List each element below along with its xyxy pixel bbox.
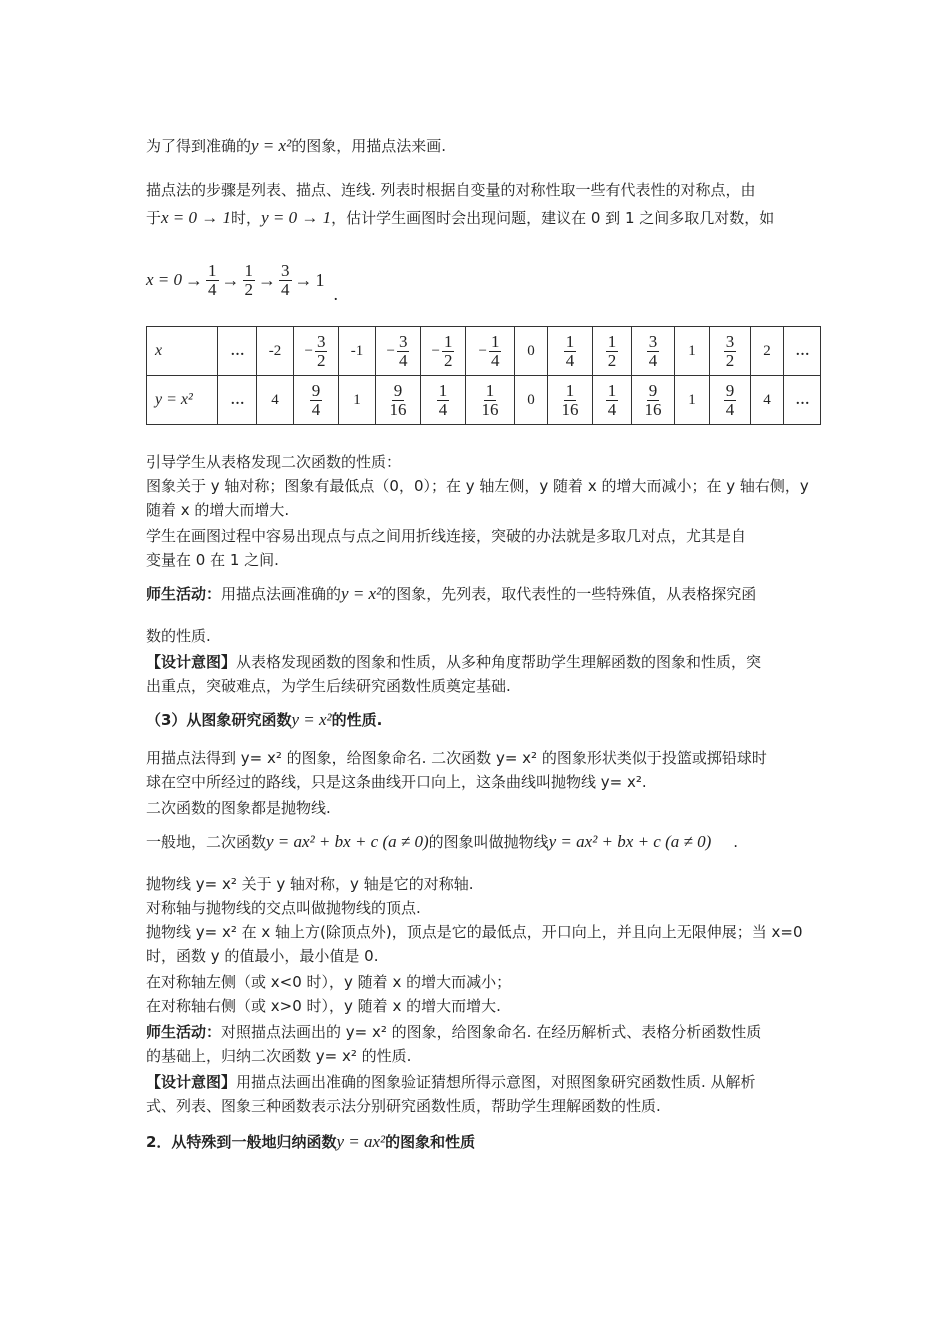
fraction xyxy=(564,333,577,370)
activity-2-line1 xyxy=(146,1022,761,1042)
table-cell xyxy=(784,327,821,376)
cell-fraction xyxy=(560,382,581,419)
formula: y = ax² + bx + c (a ≠ 0) xyxy=(266,832,429,851)
cell-value: … xyxy=(230,392,244,408)
paragraph-properties-line2: 随着 x 的增大而增大. xyxy=(146,501,290,519)
text: 对照描点法画出的 y= x² 的图象，给图象命名. 在经历解析式、表格分析函数性质 xyxy=(221,1023,762,1041)
table-cell xyxy=(466,327,515,376)
cell-fraction xyxy=(564,333,577,370)
numerator: 1 xyxy=(208,260,217,280)
numerator: 1 xyxy=(565,331,575,351)
paragraph-minimum-line1: 抛物线 y= x² 在 x 轴上方(除顶点外)，顶点是它的最低点，开口向上，并且向上无限伸展；当 x=0 xyxy=(146,923,803,941)
cell-value: … xyxy=(230,343,244,359)
paragraph-right-side: 在对称轴右侧（或 x>0 时），y 随着 x 的增大而增大. xyxy=(146,997,501,1015)
paragraph-method-line1: 描点法的步骤是列表、描点、连线. 列表时根据自变量的对称性取一些有代表性的对称点，由 xyxy=(146,181,756,199)
denominator: 16 xyxy=(561,399,579,419)
seq-fraction xyxy=(243,262,256,299)
paragraph-guide: 引导学生从表格发现二次函数的性质： xyxy=(146,453,402,471)
formula: y = ax² + bx + c (a ≠ 0) xyxy=(548,832,712,851)
cell-value: 4 xyxy=(271,391,279,408)
denominator: 4 xyxy=(281,279,290,299)
table-row-y xyxy=(147,376,821,425)
denominator: 2 xyxy=(443,350,453,370)
table-cell xyxy=(515,376,548,425)
row-label xyxy=(147,376,218,425)
text: 用描点法画准确的 xyxy=(221,585,342,603)
numerator: 3 xyxy=(398,331,408,351)
denominator: 4 xyxy=(648,350,658,370)
activity-label: 师生活动： xyxy=(146,585,222,603)
arrow-icon: → xyxy=(185,269,204,290)
cell-fraction xyxy=(479,333,502,370)
fraction xyxy=(442,333,455,370)
fraction xyxy=(647,333,660,370)
cell-fraction xyxy=(437,382,450,419)
paragraph-left-side: 在对称轴左侧（或 x<0 时），y 随着 x 的增大而减小； xyxy=(146,973,512,991)
seq-start: x = 0 xyxy=(146,270,183,289)
cell-value: 0 xyxy=(527,391,535,408)
fraction xyxy=(315,333,328,370)
denominator: 4 xyxy=(607,399,617,419)
paragraph-tip-line2: 变量在 0 在 1 之间. xyxy=(146,551,279,569)
text: 从表格发现函数的图象和性质，从多种角度帮助学生理解函数的图象和性质，突 xyxy=(236,653,762,671)
table-row-x xyxy=(147,327,821,376)
fraction xyxy=(560,382,581,419)
paragraph-vertex: 对称轴与抛物线的交点叫做抛物线的顶点. xyxy=(146,899,421,917)
minus-sign: − xyxy=(431,342,440,359)
fraction xyxy=(489,333,502,370)
text: （3）从图象研究函数 xyxy=(146,711,292,729)
cell-fraction xyxy=(724,382,737,419)
formula: y = x² xyxy=(251,136,292,155)
table-cell xyxy=(675,376,710,425)
activity-1-line1 xyxy=(146,584,756,604)
cell-fraction xyxy=(432,333,455,370)
value-sequence xyxy=(146,255,338,305)
numerator: 1 xyxy=(438,380,448,400)
cell-fraction xyxy=(647,333,660,370)
text: 一般地，二次函数 xyxy=(146,833,267,851)
numerator: 3 xyxy=(648,331,658,351)
numerator: 9 xyxy=(311,380,321,400)
row-label: x xyxy=(147,327,218,376)
table-cell xyxy=(632,327,675,376)
denominator: 4 xyxy=(725,399,735,419)
formula: y = ax² xyxy=(336,1132,386,1151)
table-cell xyxy=(710,376,751,425)
cell-fraction xyxy=(606,333,619,370)
paragraph-minimum-line2: 时，函数 y 的值最小，最小值是 0. xyxy=(146,947,379,965)
table-cell xyxy=(593,327,632,376)
fraction xyxy=(606,382,619,419)
numerator: 1 xyxy=(607,331,617,351)
table-cell xyxy=(339,327,376,376)
row-label-text: y = x² xyxy=(155,391,193,408)
cell-fraction xyxy=(388,382,409,419)
numerator: 1 xyxy=(485,380,495,400)
denominator: 4 xyxy=(490,350,500,370)
text: 的性质. xyxy=(331,711,383,729)
design-intent-2-line2: 式、列表、图象三种函数表示法分别研究函数性质，帮助学生理解函数的性质. xyxy=(146,1097,661,1115)
numerator: 1 xyxy=(490,331,500,351)
table-cell xyxy=(294,376,339,425)
numerator: 9 xyxy=(393,380,403,400)
text: 的图象，先列表，取代表性的一些特殊值，从表格探究函 xyxy=(381,585,757,603)
arrow-icon: → xyxy=(258,269,277,290)
numerator: 9 xyxy=(725,380,735,400)
cell-value: -1 xyxy=(350,342,364,359)
fraction xyxy=(724,333,737,370)
arrow-icon: → xyxy=(294,269,313,290)
table-cell xyxy=(675,327,710,376)
minus-sign: − xyxy=(386,342,395,359)
denominator: 2 xyxy=(725,350,735,370)
numerator: 3 xyxy=(725,331,735,351)
activity-2-line2: 的基础上，归纳二次函数 y= x² 的性质. xyxy=(146,1047,412,1065)
formula: y = x² xyxy=(341,584,382,603)
table-cell xyxy=(593,376,632,425)
design-label: 【设计意图】 xyxy=(146,653,237,671)
formula: x = 0 → 1 xyxy=(161,208,232,227)
activity-label: 师生活动： xyxy=(146,1023,222,1041)
table-cell xyxy=(515,327,548,376)
text: 2．从特殊到一般地归纳函数 xyxy=(146,1133,337,1151)
fraction xyxy=(310,382,323,419)
text: ，估计学生画图时会出现问题，建议在 0 到 1 之间多取几对数，如 xyxy=(331,209,775,227)
section-2-heading xyxy=(146,1132,475,1152)
formula: y = x² xyxy=(291,710,332,729)
text: 时， xyxy=(231,209,262,227)
table-cell xyxy=(294,327,339,376)
numerator: 1 xyxy=(443,331,453,351)
numerator: 1 xyxy=(244,260,254,280)
numerator: 1 xyxy=(607,380,617,400)
numerator: 3 xyxy=(316,331,326,351)
cell-fraction xyxy=(480,382,501,419)
denominator: 2 xyxy=(244,279,254,299)
fraction xyxy=(397,333,410,370)
text: 用描点法画出准确的图象验证猜想所得示意图，对照图象研究函数性质. 从解析 xyxy=(236,1073,756,1091)
denominator: 16 xyxy=(481,399,499,419)
paragraph-naming-line2: 球在空中所经过的路线，只是这条曲线开口向上，这条曲线叫抛物线 y= x². xyxy=(146,773,647,791)
denominator: 4 xyxy=(398,350,408,370)
text: 的图象和性质 xyxy=(385,1133,476,1151)
cell-value: 0 xyxy=(527,342,535,359)
cell-fraction xyxy=(387,333,410,370)
minus-sign: − xyxy=(304,342,313,359)
table-cell xyxy=(376,376,421,425)
text: 的图象，用描点法来画. xyxy=(291,137,446,155)
design-intent-1-line1 xyxy=(146,652,761,672)
denominator: 2 xyxy=(607,350,617,370)
seq-fraction xyxy=(279,262,292,299)
denominator: 4 xyxy=(565,350,575,370)
paragraph-parabola: 二次函数的图象都是抛物线. xyxy=(146,799,331,817)
paragraph-general xyxy=(146,832,738,852)
fraction xyxy=(388,382,409,419)
design-label: 【设计意图】 xyxy=(146,1073,237,1091)
table-cell xyxy=(784,376,821,425)
denominator: 16 xyxy=(389,399,407,419)
numerator: 1 xyxy=(565,380,575,400)
cell-fraction xyxy=(606,382,619,419)
text: 为了得到准确的 xyxy=(146,137,252,155)
fraction xyxy=(480,382,501,419)
design-intent-1-line2: 出重点，突破难点，为学生后续研究函数性质奠定基础. xyxy=(146,677,511,695)
table-cell xyxy=(710,327,751,376)
cell-fraction xyxy=(305,333,328,370)
cell-value: 1 xyxy=(688,391,696,408)
seq-end: 1 xyxy=(315,269,325,290)
table-cell xyxy=(421,327,466,376)
table-cell xyxy=(218,327,257,376)
cell-value: 2 xyxy=(763,342,771,359)
cell-fraction xyxy=(310,382,323,419)
cell-value: … xyxy=(795,392,809,408)
table-cell xyxy=(257,327,294,376)
paragraph-axis: 抛物线 y= x² 关于 y 轴对称，y 轴是它的对称轴. xyxy=(146,875,474,893)
paragraph-tip-line1: 学生在画图过程中容易出现点与点之间用折线连接，突破的办法就是多取几对点，尤其是自 xyxy=(146,527,747,545)
table-cell xyxy=(548,376,593,425)
denominator: 4 xyxy=(311,399,321,419)
text: 的图象叫做抛物线 xyxy=(428,833,549,851)
table-cell xyxy=(257,376,294,425)
table-cell xyxy=(466,376,515,425)
numerator: 9 xyxy=(648,380,658,400)
cell-value: 1 xyxy=(688,342,696,359)
paragraph-intro xyxy=(146,136,446,156)
seq-fraction xyxy=(206,262,219,299)
numerator: 3 xyxy=(281,260,290,280)
cell-value: 4 xyxy=(763,391,771,408)
paragraph-naming-line1: 用描点法得到 y= x² 的图象，给图象命名. 二次函数 y= x² 的图象形状类似于投篮或掷铅球时 xyxy=(146,749,767,767)
arrow-icon: → xyxy=(221,269,240,290)
paragraph-method-line2 xyxy=(146,208,774,228)
fraction xyxy=(643,382,664,419)
activity-1-line2: 数的性质. xyxy=(146,627,211,645)
table-cell xyxy=(376,327,421,376)
table-cell xyxy=(218,376,257,425)
section-3-heading xyxy=(146,710,382,730)
design-intent-2-line1 xyxy=(146,1072,756,1092)
cell-value: … xyxy=(795,343,809,359)
table-cell xyxy=(751,376,784,425)
text: 于 xyxy=(146,209,162,227)
values-table xyxy=(146,326,821,425)
denominator: 4 xyxy=(208,279,217,299)
text: . xyxy=(733,833,739,851)
table-cell xyxy=(632,376,675,425)
denominator: 2 xyxy=(316,350,326,370)
cell-value: -2 xyxy=(268,342,282,359)
table-cell xyxy=(548,327,593,376)
cell-fraction xyxy=(643,382,664,419)
fraction xyxy=(724,382,737,419)
denominator: 4 xyxy=(438,399,448,419)
cell-value: 1 xyxy=(353,391,361,408)
fraction xyxy=(606,333,619,370)
cell-fraction xyxy=(724,333,737,370)
fraction xyxy=(437,382,450,419)
paragraph-properties-line1: 图象关于 y 轴对称；图象有最低点（0，0）；在 y 轴左侧，y 随着 x 的增大而减小；在 y 轴右侧，y xyxy=(146,477,809,495)
table-cell xyxy=(751,327,784,376)
minus-sign: − xyxy=(478,342,487,359)
denominator: 16 xyxy=(644,399,662,419)
table-cell xyxy=(339,376,376,425)
seq-trail: . xyxy=(333,284,339,304)
table-cell xyxy=(421,376,466,425)
formula: y = 0 → 1 xyxy=(261,208,332,227)
